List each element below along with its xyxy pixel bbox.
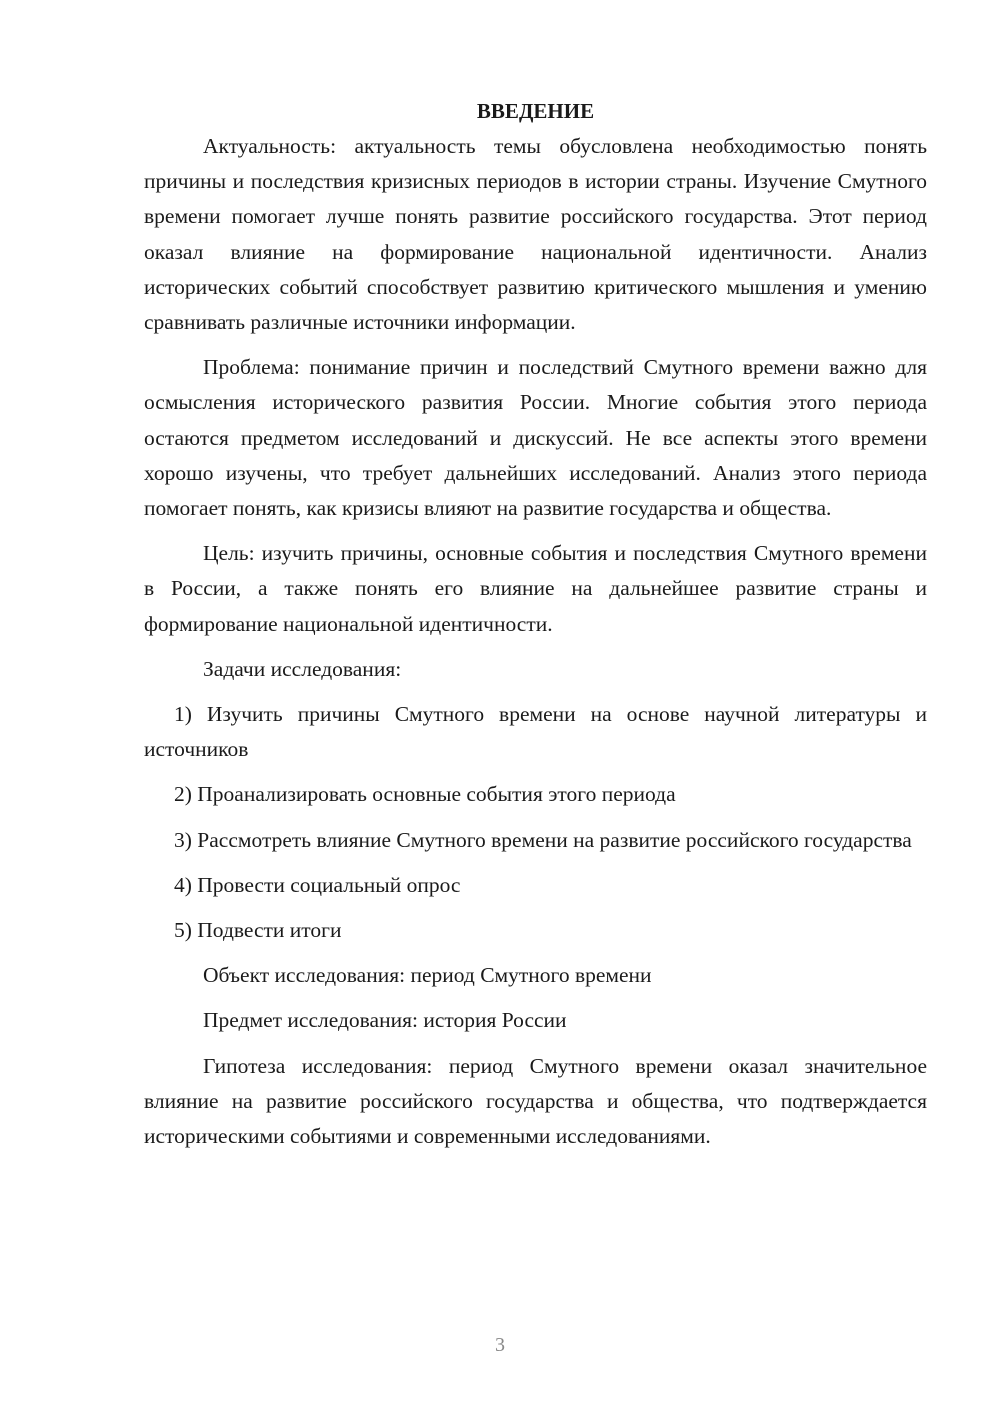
research-subject: Предмет исследования: история России xyxy=(203,1008,567,1033)
task-item-5: 5) Подвести итоги xyxy=(174,918,342,943)
hypothesis-paragraph: Гипотеза исследования: период Смутного времени оказал значительное влияние на развитие российского государства и общества, что подтверждается историческими событиями и современными исследованиями. xyxy=(144,1053,927,1149)
goal-paragraph: Цель: изучить причины, основные события и последствия Смутного времени в России, а также понять его влияние на дальнейшее развитие страны и формирование национальной идентичности. xyxy=(144,541,927,636)
tasks-heading: Задачи исследования: xyxy=(203,656,402,681)
task-item-1: 1) Изучить причины Смутного времени на основе научной литературы и источников xyxy=(144,702,927,762)
research-object: Объект исследования: период Смутного времени xyxy=(203,963,652,988)
problem-paragraph: Проблема: понимание причин и последствий Смутного времени важно для осмысления исторического развития России. Многие события этого периода остаются предметом исследований и дискуссий. Не все аспекты этого времени хорошо изучены, что требует дальнейших исследований. Анализ этого периода помогает понять, как кризисы влияют на развитие государства и общества. xyxy=(144,355,927,521)
task-item-2: 2) Проанализировать основные события этого периода xyxy=(174,782,676,807)
document-page xyxy=(144,96,927,1164)
task-item-3: 3) Рассмотреть влияние Смутного времени на развитие российского государства xyxy=(174,827,912,852)
page-number: 3 xyxy=(495,1334,505,1356)
page-title: ВВЕДЕНИЕ xyxy=(476,99,595,123)
task-item-4: 4) Провести социальный опрос xyxy=(174,872,461,897)
relevance-paragraph: Актуальность: актуальность темы обусловлена необходимостью понять причины и последствия кризисных периодов в истории страны. Изучение Смутного времени помогает лучше понять развитие российского государства. Этот период оказал влияние на формирование национальной идентичности. Анализ исторических событий способствует развитию критического мышления и умению сравнивать различные источники информации. xyxy=(144,134,927,335)
